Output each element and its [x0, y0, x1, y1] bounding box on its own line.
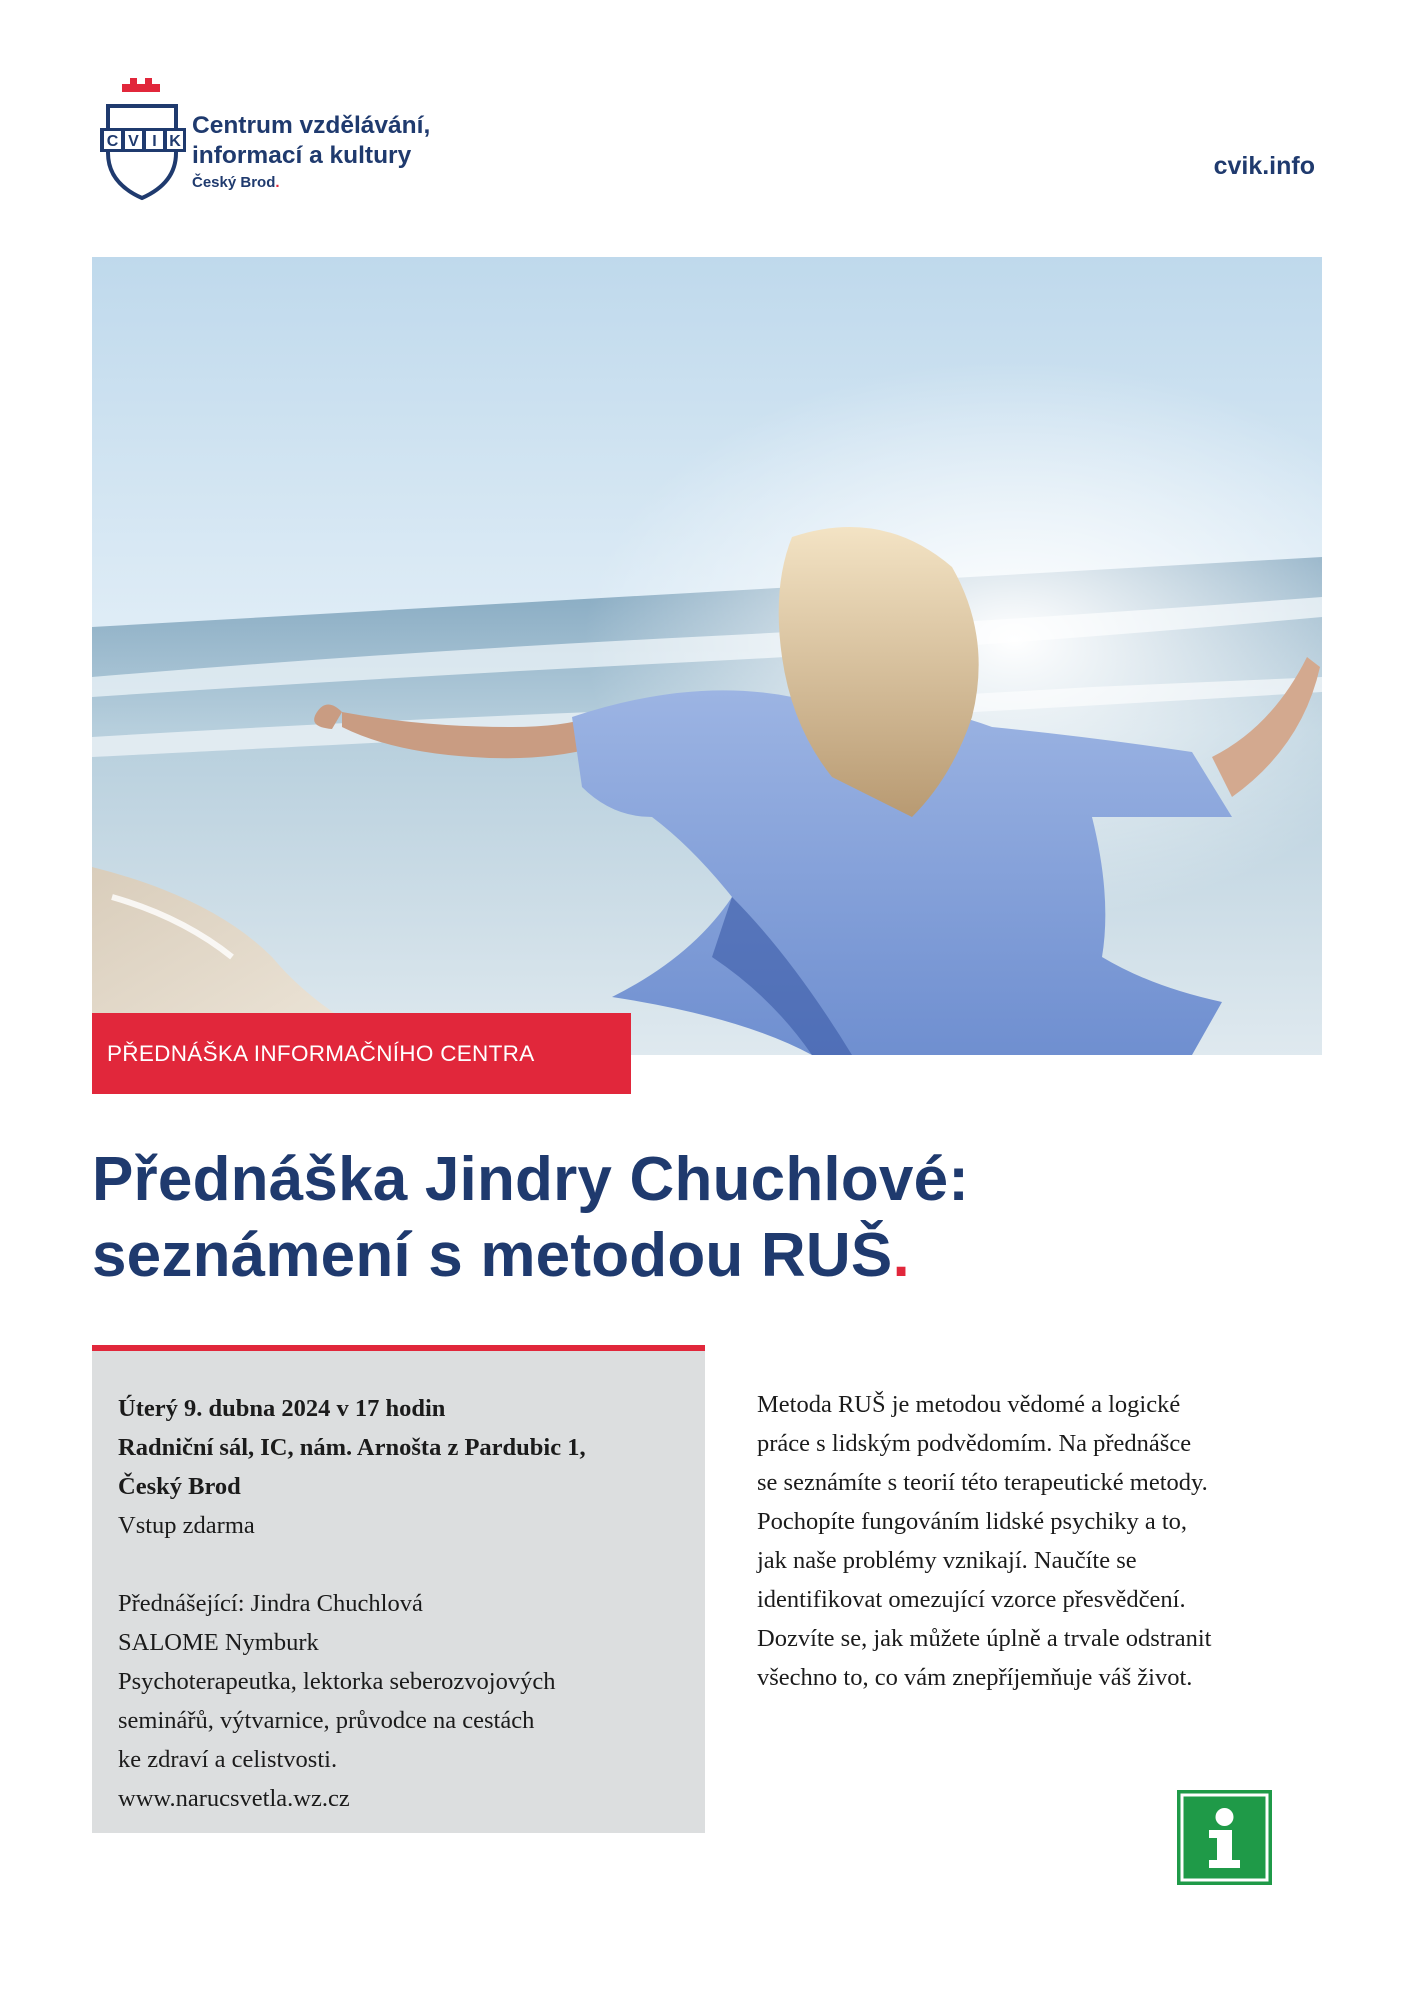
event-speaker: Přednášející: Jindra Chuchlová: [118, 1590, 423, 1617]
event-description: [757, 1385, 1317, 1697]
cvik-logo: [100, 78, 480, 203]
logo-letter-v: V: [128, 133, 139, 150]
title-line2-wrap: [92, 1218, 969, 1294]
speaker-website-link[interactable]: www.narucsvetla.wz.cz: [118, 1785, 350, 1812]
logo-city-dot: .: [275, 173, 280, 191]
logo-name-line1: Centrum vzdělávání,: [192, 112, 431, 139]
description-line: Dozvíte se, jak můžete úplně a trvale odstranit: [757, 1625, 1212, 1652]
logo-city-name: Český Brod: [192, 173, 276, 191]
title-line1: Přednáška Jindry Chuchlové:: [92, 1145, 970, 1214]
description-line: Metoda RUŠ je metodou vědomé a logické: [757, 1391, 1181, 1418]
speaker-bio-line1: Psychoterapeutka, lektorka seberozvojových: [118, 1668, 556, 1695]
speaker-bio-line3: ke zdraví a celistvosti.: [118, 1746, 338, 1773]
logo-letter-k: K: [169, 133, 181, 150]
castle-shield-icon: [100, 78, 190, 203]
website-link[interactable]: cvik.info: [1213, 152, 1315, 180]
event-venue-line1: Radniční sál, IC, nám. Arnošta z Pardubic 1,: [118, 1434, 586, 1461]
event-info-box: [92, 1345, 705, 1833]
event-organization: SALOME Nymburk: [118, 1629, 319, 1656]
category-badge: PŘEDNÁŠKA INFORMAČNÍHO CENTRA: [92, 1013, 631, 1094]
event-venue-line2: Český Brod: [118, 1473, 241, 1500]
description-line: práce s lidským podvědomím. Na přednášce: [757, 1430, 1192, 1457]
description-line: Pochopíte fungováním lidské psychiky a to,: [757, 1508, 1188, 1535]
info-icon: [1177, 1790, 1272, 1885]
description-line: všechno to, co vám znepříjemňuje váš život.: [757, 1664, 1193, 1691]
description-line: identifikovat omezující vzorce přesvědčení.: [757, 1586, 1186, 1613]
hero-photo: [92, 257, 1322, 1055]
logo-city: [192, 174, 430, 192]
speaker-bio-line2: seminářů, výtvarnice, průvodce na cestách: [118, 1707, 535, 1734]
title-line2: seznámení s metodou RUŠ: [92, 1221, 893, 1290]
logo-name-line2: informací a kultury: [192, 141, 412, 169]
description-line: jak naše problémy vznikají. Naučíte se: [757, 1547, 1137, 1574]
page-title: [92, 1142, 969, 1294]
description-line: se seznámíte s teorií této terapeutické metody.: [757, 1469, 1208, 1496]
title-accent-dot: .: [892, 1221, 910, 1290]
beach-photo-illustration: [92, 257, 1322, 1055]
spacer: [118, 1545, 705, 1584]
event-admission: Vstup zdarma: [118, 1512, 255, 1539]
event-date-time: Úterý 9. dubna 2024 v 17 hodin: [118, 1395, 446, 1422]
logo-letter-i: I: [152, 133, 157, 150]
logo-letter-c: C: [106, 133, 119, 150]
logo-wordmark: [192, 111, 430, 192]
